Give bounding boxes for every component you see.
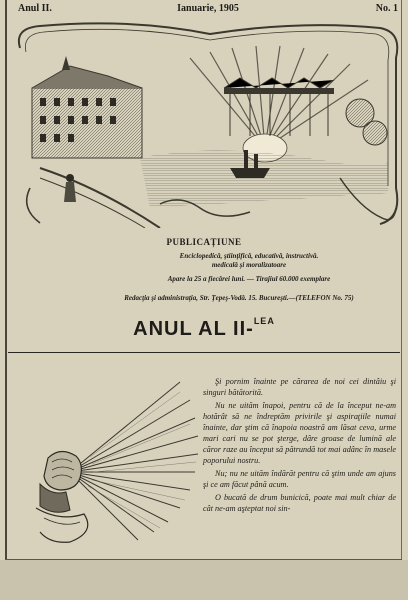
article-paragraph: Şi pornim înainte pe cărarea de noi cei dintâiu şi singuri bătătorită.: [203, 377, 396, 397]
article-paragraph: O bucată de drum bunicică, poate mai mult chiar de cât ne-am aşteptat noi sin-: [203, 493, 396, 513]
article-title-main: ANUL AL II-: [133, 318, 254, 340]
article-paragraph: Nu ne uităm înapoi, pentru că de la început ne-am hotărât să ne îndreptăm privirile şi aspiraţiile numai înainte, dar ştim că înapoia noastră am lăsat ceva, urme mari cari nu se pot şterge, dâre groase de lumină ale căror raze au început să pătrundă tot mai adânc în masele poporului nostru.: [203, 401, 396, 465]
publication-address: Redacţia şi administraţia, Str. Ţepeş-Vodă. 15. Bucureşti.—(TELEFON No. 75): [124, 294, 354, 302]
header-line: [18, 3, 398, 17]
publication-description-1: Enciclopedică, ştiinţifică, educativă, instructivă.: [179, 252, 319, 260]
issue-number: No. 1: [375, 3, 398, 14]
publication-schedule: Apare la 25 a fiecărei luni. — Tirajiul 60.000 exemplare: [167, 275, 331, 283]
publication-description-2: medicală şi moralizatoare: [211, 261, 287, 269]
volume-label: Anul II.: [18, 3, 52, 14]
issue-date: Ianuarie, 1905: [177, 3, 239, 14]
left-margin-rule: [5, 0, 7, 600]
article-paragraph: Nu; nu ne uităm îndărăt pentru că ştim unde am ajuns şi ce am făcut până acum.: [203, 469, 396, 489]
page-bottom-margin: [0, 560, 408, 600]
masthead-illustration: [10, 18, 402, 228]
publication-kind: PUBLICAȚIUNE: [166, 237, 242, 247]
hand-holding-rays-illustration: [30, 372, 200, 547]
title-divider: [8, 352, 400, 353]
article-title: [0, 318, 408, 341]
article-body: [203, 376, 396, 516]
article-title-suffix: LEA: [253, 316, 275, 327]
